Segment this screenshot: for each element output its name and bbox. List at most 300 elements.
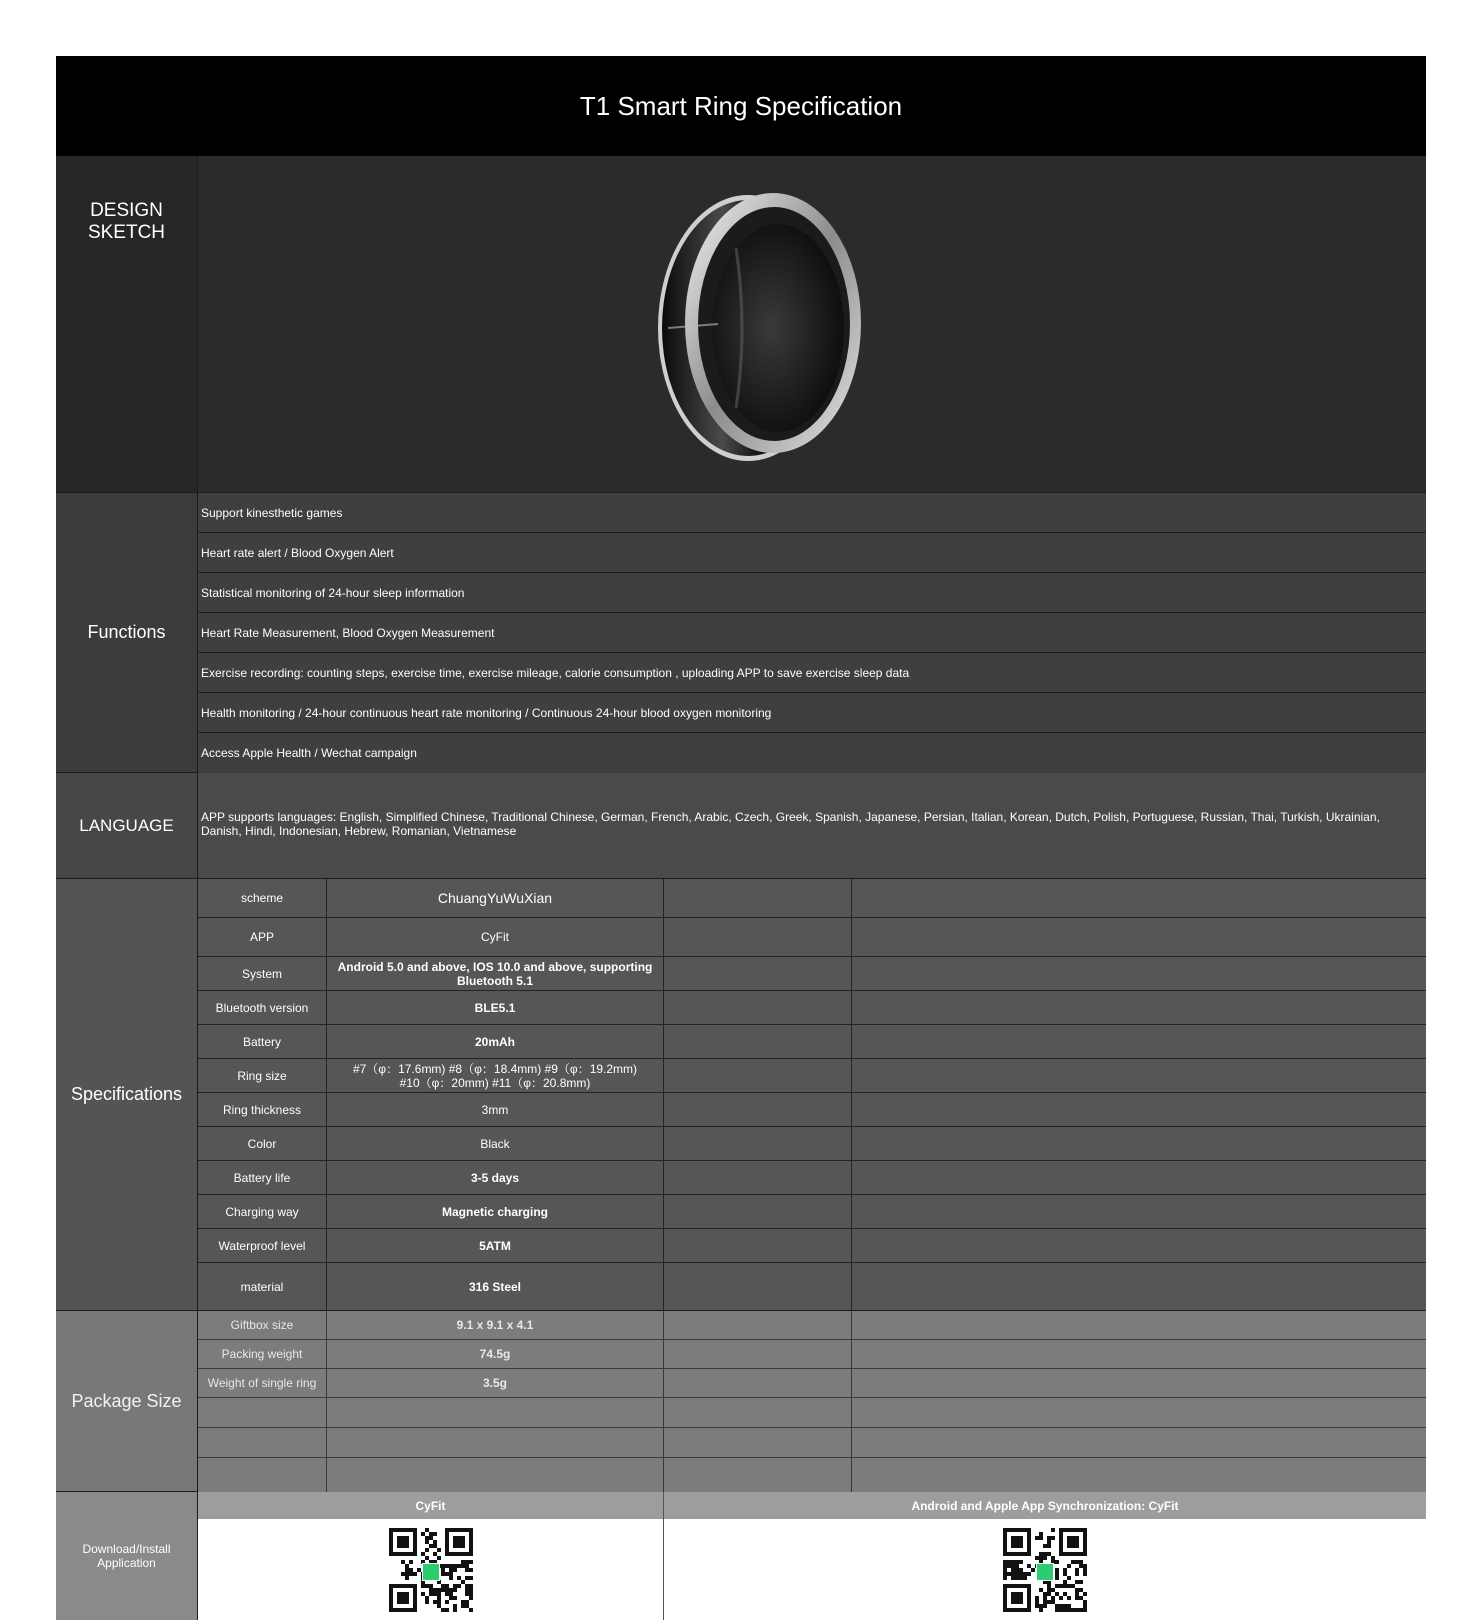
qr-module — [1071, 1560, 1075, 1564]
qr-module — [1063, 1592, 1067, 1596]
function-item: Health monitoring / 24-hour continuous heart rate monitoring / Continuous 24-hour blood oxygen monitoring — [198, 693, 1426, 733]
qr-module — [1051, 1556, 1055, 1560]
spec-row — [198, 1093, 1426, 1127]
qr-module — [453, 1568, 457, 1572]
download-label-line1: Download/Install — [82, 1542, 171, 1556]
spec-empty-cell — [664, 1093, 852, 1126]
qr-module — [437, 1556, 441, 1560]
qr-module — [445, 1608, 449, 1612]
qr-module — [1079, 1588, 1083, 1592]
package-empty-cell — [852, 1311, 1426, 1339]
qr-module — [1075, 1596, 1079, 1600]
spec-row — [198, 1025, 1426, 1059]
qr-module — [409, 1572, 413, 1576]
page-title: T1 Smart Ring Specification — [56, 56, 1426, 157]
spec-row — [198, 1127, 1426, 1161]
qr-module — [429, 1536, 433, 1540]
qr-module — [1047, 1552, 1051, 1556]
qr-module — [421, 1552, 425, 1556]
qr-module — [465, 1588, 469, 1592]
qr-module — [445, 1564, 449, 1568]
qr-module — [425, 1584, 429, 1588]
language-label: LANGUAGE — [56, 773, 198, 878]
spec-key: Battery — [198, 1025, 327, 1058]
package-empty-cell — [852, 1428, 1426, 1457]
qr-module — [1023, 1572, 1027, 1576]
qr-module — [1079, 1608, 1083, 1612]
specifications-label: Specifications — [56, 879, 198, 1310]
spec-key: Ring size — [198, 1059, 327, 1092]
package-empty-cell — [327, 1458, 664, 1492]
spec-empty-cell — [852, 957, 1426, 990]
qr-module — [449, 1588, 453, 1592]
spec-row — [198, 1161, 1426, 1195]
qr-module — [425, 1540, 429, 1544]
qr-module — [1007, 1572, 1011, 1576]
qr-module — [465, 1600, 469, 1604]
qr-module — [1063, 1568, 1067, 1572]
qr-module — [1079, 1564, 1083, 1568]
spec-value: 20mAh — [327, 1025, 664, 1058]
spec-empty-cell — [852, 1229, 1426, 1262]
spec-value: 3mm — [327, 1093, 664, 1126]
qr-module — [433, 1592, 437, 1596]
qr-module — [1015, 1576, 1019, 1580]
qr-module — [1007, 1560, 1011, 1564]
qr-module — [1055, 1604, 1059, 1608]
qr-module — [1027, 1564, 1031, 1568]
spec-value: 316 Steel — [327, 1263, 664, 1311]
qr-module — [449, 1572, 453, 1576]
package-empty-cell — [852, 1340, 1426, 1368]
package-row — [198, 1311, 1426, 1340]
qr-module — [1063, 1580, 1067, 1584]
package-empty-cell — [198, 1428, 327, 1457]
qr-module — [441, 1572, 445, 1576]
package-row — [198, 1398, 1426, 1428]
ring-inner — [712, 224, 844, 432]
design-label-line2: SKETCH — [87, 222, 166, 243]
qr-module — [1023, 1576, 1027, 1580]
qr-module — [453, 1604, 457, 1608]
qr-module — [1047, 1536, 1051, 1540]
qr-module — [465, 1576, 469, 1580]
download-label — [56, 1492, 198, 1620]
qr-module — [405, 1564, 409, 1568]
spec-value: 5ATM — [327, 1229, 664, 1262]
package-value: 74.5g — [327, 1340, 664, 1368]
package-size-label: Package Size — [56, 1311, 198, 1491]
qr-module — [465, 1592, 469, 1596]
qr-module — [1003, 1576, 1007, 1580]
qr-module — [1067, 1564, 1071, 1568]
qr-module — [465, 1564, 469, 1568]
qr-module — [401, 1572, 405, 1576]
qr-module — [469, 1568, 473, 1572]
qr-module — [461, 1560, 465, 1564]
qr-module — [449, 1568, 453, 1572]
spec-empty-cell — [664, 1263, 852, 1311]
qr-module — [409, 1568, 413, 1572]
qr-module — [1003, 1564, 1007, 1568]
qr-module — [453, 1588, 457, 1592]
qr-module — [441, 1568, 445, 1572]
download-label-line2: Application — [97, 1556, 156, 1570]
spec-empty-cell — [852, 1127, 1426, 1160]
design-label-line1: DESIGN — [90, 200, 163, 221]
qr-module — [1019, 1560, 1023, 1564]
qr-module — [401, 1560, 405, 1564]
qr-module — [1059, 1596, 1063, 1600]
qr-module — [441, 1608, 445, 1612]
qr-finder — [1011, 1592, 1023, 1604]
qr-module — [1075, 1592, 1079, 1596]
download-body — [198, 1492, 1426, 1620]
qr-module — [469, 1588, 473, 1592]
qr-module — [461, 1580, 465, 1584]
download-left-column — [198, 1492, 664, 1620]
qr-module — [1083, 1600, 1087, 1604]
qr-module — [445, 1588, 449, 1592]
qr-module — [1015, 1572, 1019, 1576]
qr-module — [449, 1564, 453, 1568]
qr-module — [405, 1568, 409, 1572]
qr-module — [445, 1584, 449, 1588]
qr-code-icon[interactable] — [1002, 1525, 1088, 1615]
qr-module — [429, 1532, 433, 1536]
package-empty-cell — [198, 1458, 327, 1492]
package-empty-cell — [664, 1428, 852, 1457]
qr-module — [1055, 1572, 1059, 1576]
qr-module — [441, 1584, 445, 1588]
qr-module — [1063, 1604, 1067, 1608]
spec-empty-cell — [852, 918, 1426, 956]
package-empty-cell — [664, 1458, 852, 1492]
qr-module — [417, 1568, 421, 1572]
spec-empty-cell — [852, 1263, 1426, 1311]
qr-module — [433, 1588, 437, 1592]
qr-module — [1067, 1576, 1071, 1580]
spec-row — [198, 879, 1426, 918]
spec-empty-cell — [852, 879, 1426, 917]
qr-module — [1047, 1592, 1051, 1596]
spec-key: Bluetooth version — [198, 991, 327, 1024]
qr-module — [1047, 1600, 1051, 1604]
qr-module — [1051, 1600, 1055, 1604]
qr-module — [465, 1584, 469, 1588]
qr-code-icon[interactable] — [388, 1525, 474, 1615]
spec-key: material — [198, 1263, 327, 1311]
qr-module — [1055, 1584, 1059, 1588]
spec-key: Ring thickness — [198, 1093, 327, 1126]
qr-module — [465, 1568, 469, 1572]
design-sketch-section — [56, 156, 1426, 493]
spec-empty-cell — [664, 1059, 852, 1092]
qr-module — [1019, 1576, 1023, 1580]
spec-row — [198, 1059, 1426, 1093]
qr-module — [445, 1600, 449, 1604]
qr-module — [1063, 1572, 1067, 1576]
package-row — [198, 1340, 1426, 1369]
qr-module — [1019, 1568, 1023, 1572]
qr-module — [1067, 1608, 1071, 1612]
qr-module — [1039, 1556, 1043, 1560]
qr-module — [425, 1548, 429, 1552]
qr-module — [1043, 1552, 1047, 1556]
qr-module — [1043, 1544, 1047, 1548]
qr-module — [1015, 1564, 1019, 1568]
package-empty-cell — [198, 1398, 327, 1427]
download-right-header: Android and Apple App Synchronization: CyFit — [664, 1492, 1426, 1520]
qr-module — [1047, 1584, 1051, 1588]
spec-empty-cell — [664, 1161, 852, 1194]
qr-finder — [453, 1536, 465, 1548]
qr-module — [429, 1584, 433, 1588]
qr-module — [1011, 1572, 1015, 1576]
spec-empty-cell — [664, 918, 852, 956]
qr-module — [457, 1584, 461, 1588]
qr-module — [449, 1592, 453, 1596]
qr-module — [1011, 1564, 1015, 1568]
download-section — [56, 1492, 1426, 1620]
qr-module — [437, 1604, 441, 1608]
qr-module — [1003, 1568, 1007, 1572]
qr-module — [1007, 1564, 1011, 1568]
qr-module — [469, 1584, 473, 1588]
package-empty-cell — [852, 1369, 1426, 1397]
specifications-table — [198, 879, 1426, 1310]
qr-module — [1011, 1576, 1015, 1580]
qr-module — [1039, 1588, 1043, 1592]
spec-value — [327, 1059, 664, 1092]
qr-module — [1055, 1608, 1059, 1612]
qr-module — [449, 1596, 453, 1600]
qr-module — [461, 1564, 465, 1568]
functions-label: Functions — [56, 493, 198, 772]
qr-module — [1067, 1584, 1071, 1588]
qr-module — [1051, 1596, 1055, 1600]
qr-module — [1003, 1572, 1007, 1576]
package-key: Weight of single ring — [198, 1369, 327, 1397]
spec-value: Android 5.0 and above, IOS 10.0 and above, supporting Bluetooth 5.1 — [327, 957, 664, 990]
spec-empty-cell — [852, 1161, 1426, 1194]
qr-module — [1083, 1564, 1087, 1568]
functions-section — [56, 493, 1426, 773]
qr-module — [1071, 1584, 1075, 1588]
qr-finder — [397, 1536, 409, 1548]
spec-row — [198, 957, 1426, 991]
qr-module — [1083, 1568, 1087, 1572]
qr-module — [1019, 1572, 1023, 1576]
package-empty-cell — [852, 1458, 1426, 1492]
qr-module — [429, 1588, 433, 1592]
spec-sheet — [56, 56, 1426, 1620]
spec-empty-cell — [664, 879, 852, 917]
qr-module — [1075, 1588, 1079, 1592]
spec-empty-cell — [852, 1093, 1426, 1126]
ring-size-line2: #10（φ：20mm) #11（φ：20.8mm) — [399, 1075, 591, 1090]
package-row — [198, 1428, 1426, 1458]
download-left-qr-area — [198, 1519, 663, 1620]
language-body — [198, 773, 1426, 878]
qr-module — [437, 1548, 441, 1552]
package-value: 3.5g — [327, 1369, 664, 1397]
download-right-qr-area — [664, 1519, 1426, 1620]
spec-key: scheme — [198, 879, 327, 917]
qr-module — [461, 1604, 465, 1608]
qr-finder — [1011, 1536, 1023, 1548]
qr-finder — [1067, 1536, 1079, 1548]
spec-empty-cell — [664, 957, 852, 990]
language-section — [56, 773, 1426, 879]
function-item: Statistical monitoring of 24-hour sleep information — [198, 573, 1426, 613]
qr-module — [437, 1588, 441, 1592]
spec-value: BLE5.1 — [327, 991, 664, 1024]
qr-module — [1047, 1544, 1051, 1548]
qr-module — [1063, 1584, 1067, 1588]
spec-empty-cell — [664, 1127, 852, 1160]
spec-empty-cell — [664, 991, 852, 1024]
package-size-section — [56, 1311, 1426, 1492]
spec-key: Charging way — [198, 1195, 327, 1228]
qr-module — [413, 1572, 417, 1576]
qr-module — [1043, 1596, 1047, 1600]
qr-module — [1055, 1576, 1059, 1580]
package-empty-cell — [664, 1369, 852, 1397]
spec-row — [198, 1263, 1426, 1311]
package-empty-cell — [327, 1398, 664, 1427]
qr-module — [1083, 1608, 1087, 1612]
download-left-header: CyFit — [198, 1492, 663, 1520]
function-item: Support kinesthetic games — [198, 493, 1426, 533]
ring-image — [608, 178, 908, 478]
qr-module — [1047, 1540, 1051, 1544]
function-item: Exercise recording: counting steps, exercise time, exercise mileage, calorie consumption , uploading APP to save exercise sleep data — [198, 653, 1426, 693]
spec-key: Waterproof level — [198, 1229, 327, 1262]
functions-list — [198, 493, 1426, 772]
qr-module — [1083, 1592, 1087, 1596]
qr-module — [433, 1532, 437, 1536]
spec-key: Battery life — [198, 1161, 327, 1194]
qr-module — [1059, 1604, 1063, 1608]
qr-module — [1051, 1528, 1055, 1532]
qr-module — [1035, 1556, 1039, 1560]
qr-module — [1059, 1608, 1063, 1612]
qr-module — [461, 1600, 465, 1604]
qr-module — [469, 1608, 473, 1612]
spec-row — [198, 1229, 1426, 1263]
qr-module — [457, 1564, 461, 1568]
qr-module — [421, 1592, 425, 1596]
qr-module — [1015, 1560, 1019, 1564]
qr-module — [429, 1544, 433, 1548]
qr-module — [1071, 1608, 1075, 1612]
qr-module — [1043, 1604, 1047, 1608]
qr-module — [437, 1592, 441, 1596]
qr-module — [405, 1576, 409, 1580]
qr-module — [1055, 1568, 1059, 1572]
package-row — [198, 1458, 1426, 1492]
qr-module — [1031, 1568, 1035, 1572]
qr-module — [1083, 1572, 1087, 1576]
spec-row — [198, 991, 1426, 1025]
design-sketch-image-area — [198, 156, 1426, 492]
qr-badge — [423, 1564, 439, 1580]
qr-module — [1039, 1532, 1043, 1536]
qr-module — [469, 1596, 473, 1600]
qr-module — [469, 1592, 473, 1596]
qr-module — [1079, 1596, 1083, 1600]
package-key: Giftbox size — [198, 1311, 327, 1339]
qr-module — [1067, 1604, 1071, 1608]
qr-module — [1075, 1580, 1079, 1584]
qr-module — [433, 1600, 437, 1604]
package-table — [198, 1311, 1426, 1491]
qr-module — [1039, 1608, 1043, 1612]
qr-module — [1011, 1568, 1015, 1572]
qr-module — [1039, 1604, 1043, 1608]
qr-module — [425, 1600, 429, 1604]
qr-module — [465, 1560, 469, 1564]
design-sketch-label — [56, 156, 198, 492]
qr-badge — [1037, 1564, 1053, 1580]
qr-module — [1035, 1536, 1039, 1540]
qr-module — [1075, 1608, 1079, 1612]
qr-module — [441, 1588, 445, 1592]
spec-value: ChuangYuWuXian — [327, 879, 664, 917]
spec-key: System — [198, 957, 327, 990]
qr-module — [1047, 1588, 1051, 1592]
spec-value: CyFit — [327, 918, 664, 956]
spec-empty-cell — [664, 1025, 852, 1058]
qr-module — [1075, 1568, 1079, 1572]
qr-module — [1003, 1560, 1007, 1564]
qr-module — [425, 1596, 429, 1600]
qr-module — [469, 1560, 473, 1564]
qr-finder — [397, 1592, 409, 1604]
spec-empty-cell — [664, 1195, 852, 1228]
qr-module — [445, 1572, 449, 1576]
qr-module — [1035, 1600, 1039, 1604]
ring-size-line1: #7（φ：17.6mm) #8（φ：18.4mm) #9（φ：19.2mm) — [352, 1061, 638, 1076]
download-right-column — [664, 1492, 1426, 1620]
qr-module — [1011, 1560, 1015, 1564]
qr-module — [405, 1572, 409, 1576]
qr-module — [425, 1528, 429, 1532]
qr-module — [453, 1564, 457, 1568]
spec-empty-cell — [852, 1195, 1426, 1228]
qr-module — [441, 1564, 445, 1568]
spec-row — [198, 1195, 1426, 1229]
package-empty-cell — [664, 1340, 852, 1368]
qr-module — [1063, 1608, 1067, 1612]
package-empty-cell — [327, 1428, 664, 1457]
qr-module — [1027, 1572, 1031, 1576]
qr-module — [465, 1604, 469, 1608]
qr-module — [1015, 1568, 1019, 1572]
qr-module — [1043, 1600, 1047, 1604]
spec-key: APP — [198, 918, 327, 956]
package-value: 9.1 x 9.1 x 4.1 — [327, 1311, 664, 1339]
function-item: Heart Rate Measurement, Blood Oxygen Measurement — [198, 613, 1426, 653]
spec-empty-cell — [852, 991, 1426, 1024]
qr-module — [1035, 1596, 1039, 1600]
qr-module — [1067, 1596, 1071, 1600]
qr-module — [453, 1596, 457, 1600]
qr-module — [1051, 1536, 1055, 1540]
qr-module — [453, 1584, 457, 1588]
qr-module — [1043, 1592, 1047, 1596]
